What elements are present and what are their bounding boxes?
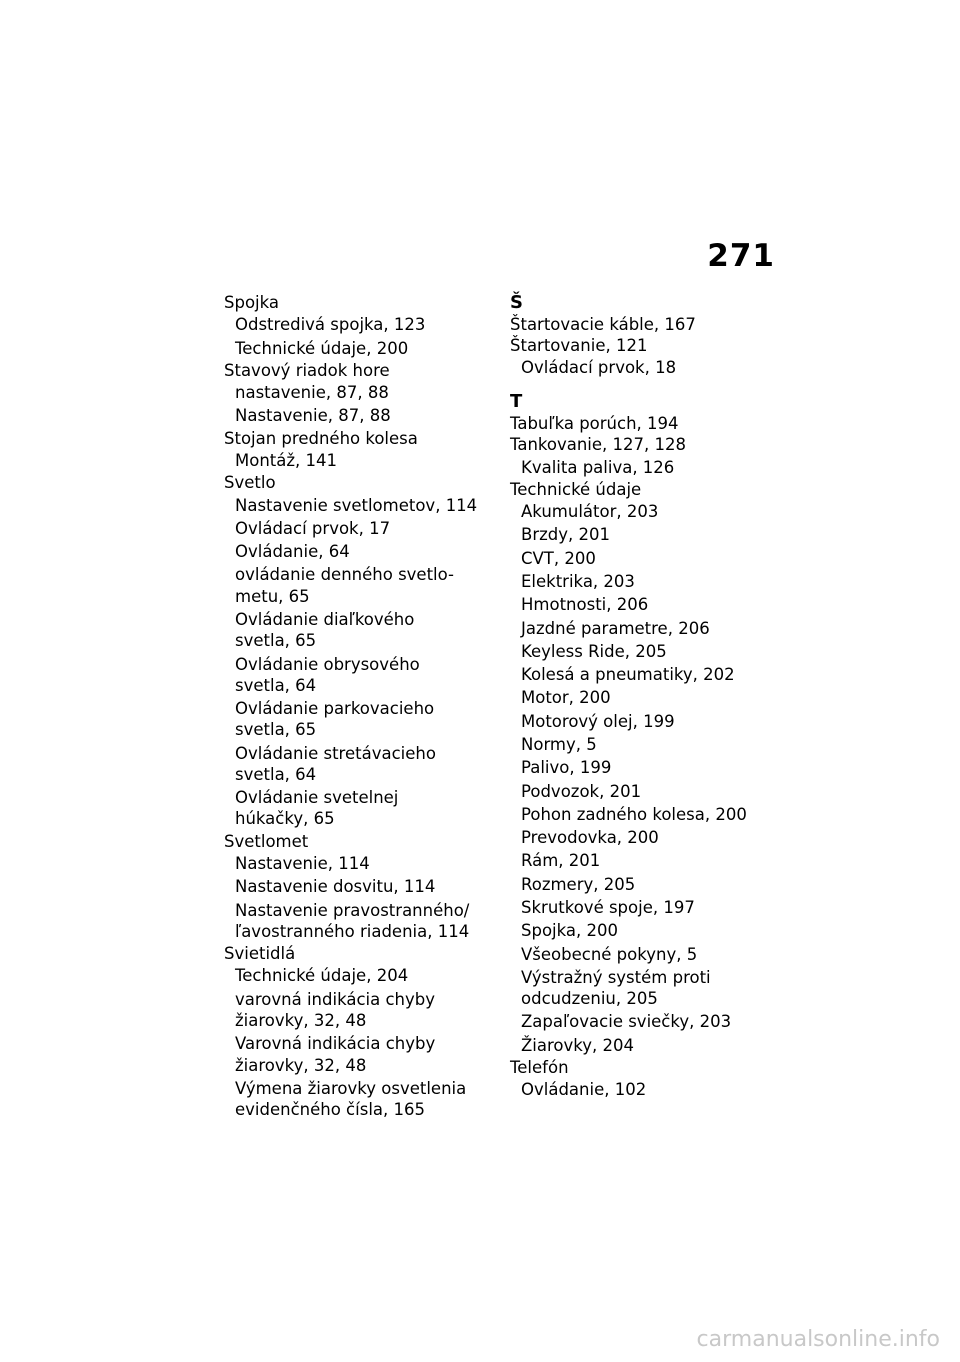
index-subentry [235,563,494,608]
page-number: 271 [707,238,775,274]
index-subentry-line: Odstredivá spojka, 123 [235,315,426,335]
index-subentry-line: Varovná indikácia chyby [235,1034,436,1054]
index-subentries [510,456,800,479]
index-subentry-line: Pohon zadného kolesa, 200 [521,804,747,824]
index-subentry-line: Žiarovky, 204 [521,1035,634,1055]
index-subentry-line: Ovládanie stretávacieho [235,743,436,763]
index-subentry-line: svetla, 64 [235,764,317,784]
index-subentry [235,449,494,472]
index-subentry [235,494,494,517]
index-subentries [224,852,494,943]
index-subentry-line: Ovládací prvok, 17 [235,518,391,538]
index-subentry [235,697,494,742]
index-subentry [521,663,800,686]
index-subentry [521,733,800,756]
index-subentry-line: varovná indikácia chyby [235,989,435,1009]
index-subentry-line: Elektrika, 203 [521,572,635,591]
index-entry [510,479,800,1057]
index-term: Svietidlá [224,944,296,964]
index-term: Stojan predného kolesa [224,428,418,448]
index-subentry-line: Všeobecné pokyny, 5 [521,944,698,964]
index-subentry [521,710,800,733]
index-entry [224,831,494,943]
index-subentry [521,1078,800,1101]
index-subentry [521,640,800,663]
index-entry [224,472,494,831]
index-subentry [521,826,800,849]
index-subentry [235,786,494,831]
index-term: Svetlo [224,473,276,493]
index-subentry [235,608,494,653]
index-subentry-line: Hmotnosti, 206 [521,595,649,615]
index-subentry-line: Ovládanie diaľkového [235,609,415,629]
index-subentries [224,494,494,831]
index-term: Spojka [224,293,280,312]
index-subentry [235,1032,494,1077]
index-subentry-line: Jazdné parametre, 206 [521,618,710,638]
index-column-left [224,292,494,1121]
index-entry [510,413,800,434]
index-section [510,292,800,379]
index-entry [224,292,494,360]
index-subentry [521,919,800,942]
index-subentries [224,449,494,472]
index-subentry-line: Palivo, 199 [521,758,612,778]
index-subentry-line: húkačky, 65 [235,809,335,829]
index-subentry [235,313,494,336]
index-subentry [235,540,494,563]
index-subentry-line: žiarovky, 32, 48 [235,1011,367,1030]
index-subentry-line: Nastavenie, 87, 88 [235,406,391,426]
index-subentry [521,547,800,570]
index-subentries [224,964,494,1121]
index-subentry [521,356,800,379]
index-subentry-line: Akumulátor, 203 [521,502,659,522]
index-subentry [521,943,800,966]
index-subentry-line: Normy, 5 [521,734,597,754]
index-subentry [521,756,800,779]
index-subentry-line: Nastavenie, 114 [235,854,370,874]
index-term: Telefón [510,1057,569,1077]
index-subentry [235,381,494,404]
index-subentry-line: Technické údaje, 204 [235,966,409,986]
index-subentry [521,803,800,826]
index-subentry [521,456,800,479]
index-subentry [235,1077,494,1122]
index-subentry-line: ľavostranného riadenia, 114 [235,921,470,941]
index-subentry [521,873,800,896]
index-subentry [235,337,494,360]
index-subentry [235,875,494,898]
index-subentry-line: Nastavenie dosvitu, 114 [235,877,436,897]
index-subentry-line: odcudzeniu, 205 [521,989,658,1009]
index-subentry-line: svetla, 65 [235,631,317,651]
index-subentry-line: svetla, 64 [235,675,317,695]
index-subentry [235,404,494,427]
index-subentry-line: Skrutkové spoje, 197 [521,897,695,917]
index-subentry-line: Ovládanie svetelnej [235,788,399,808]
index-subentry [521,1034,800,1057]
index-term: Štartovanie, 121 [510,335,648,355]
index-subentry [521,966,800,1011]
index-subentry-line: Prevodovka, 200 [521,828,659,848]
index-subentry [521,1010,800,1033]
index-subentry [521,896,800,919]
index-subentry-line: Motorový olej, 199 [521,711,675,731]
index-subentry [235,964,494,987]
index-subentries [510,500,800,1057]
index-subentry-line: Nastavenie pravostranného/ [235,900,470,920]
index-subentry-line: Brzdy, 201 [521,525,610,545]
index-term: Štartovacie káble, 167 [510,314,696,334]
index-subentry-line: Zapaľovacie sviečky, 203 [521,1012,732,1032]
index-subentry [521,523,800,546]
index-subentry-line: nastavenie, 87, 88 [235,383,389,403]
index-subentry-line: Rozmery, 205 [521,874,636,894]
index-subentry-line: ovládanie denného svetlo- [235,565,454,585]
index-subentry-line: Ovládací prvok, 18 [521,358,677,378]
index-subentry [235,988,494,1033]
index-subentry-line: Technické údaje, 200 [235,338,409,358]
index-subentry-line: Keyless Ride, 205 [521,641,667,661]
index-subentry-line: svetla, 65 [235,720,317,740]
index-subentry [235,899,494,944]
index-subentry [521,570,800,593]
index-subentry-line: Kolesá a pneumatiky, 202 [521,665,735,685]
index-subentry-line: Výmena žiarovky osvetlenia [235,1078,467,1098]
index-subentry-line: evidenčného čísla, 165 [235,1100,425,1120]
index-subentry [521,686,800,709]
index-subentry-line: Výstražný systém proti [521,967,711,987]
index-subentry-line: Ovládanie, 102 [521,1080,647,1100]
index-entry [510,314,800,335]
index-subentry [521,780,800,803]
index-entry [224,943,494,1121]
index-term: Technické údaje [510,479,642,499]
index-subentry-line: Ovládanie obrysového [235,654,420,674]
index-subentry-line: metu, 65 [235,586,310,606]
section-letter: Š [510,292,523,313]
index-subentry [521,849,800,872]
index-entry [510,434,800,479]
index-column-right [510,292,800,1101]
index-subentry-line: Motor, 200 [521,688,611,708]
index-subentry-line: Kvalita paliva, 126 [521,457,675,477]
index-subentry [235,653,494,698]
index-subentry-line: CVT, 200 [521,548,596,568]
index-subentry [235,852,494,875]
index-subentries [510,356,800,379]
watermark: carmanualsonline.info [696,1327,940,1352]
index-term: Svetlomet [224,831,309,851]
index-subentry-line: Nastavenie svetlometov, 114 [235,495,478,515]
index-subentry [235,742,494,787]
index-subentry-line: žiarovky, 32, 48 [235,1055,367,1075]
index-subentry [235,517,494,540]
index-subentry [521,593,800,616]
index-subentry-line: Podvozok, 201 [521,781,642,801]
index-entry [510,335,800,380]
index-entry [224,360,494,428]
index-subentry [521,500,800,523]
index-term: Tabuľka porúch, 194 [510,414,679,434]
index-subentry [521,617,800,640]
index-subentry-line: Montáž, 141 [235,450,338,470]
index-term: Tankovanie, 127, 128 [510,435,687,455]
index-subentries [224,313,494,360]
index-subentries [224,381,494,428]
section-letter: T [510,391,523,413]
index-subentry-line: Rám, 201 [521,851,601,871]
index-subentries [510,1078,800,1101]
index-subentry-line: Spojka, 200 [521,921,618,941]
index-entry [510,1057,800,1102]
index-term: Stavový riadok hore [224,360,390,380]
index-subentry-line: Ovládanie parkovacieho [235,699,435,719]
index-entry [224,428,494,473]
index-section [510,391,800,1101]
index-subentry-line: Ovládanie, 64 [235,542,350,562]
